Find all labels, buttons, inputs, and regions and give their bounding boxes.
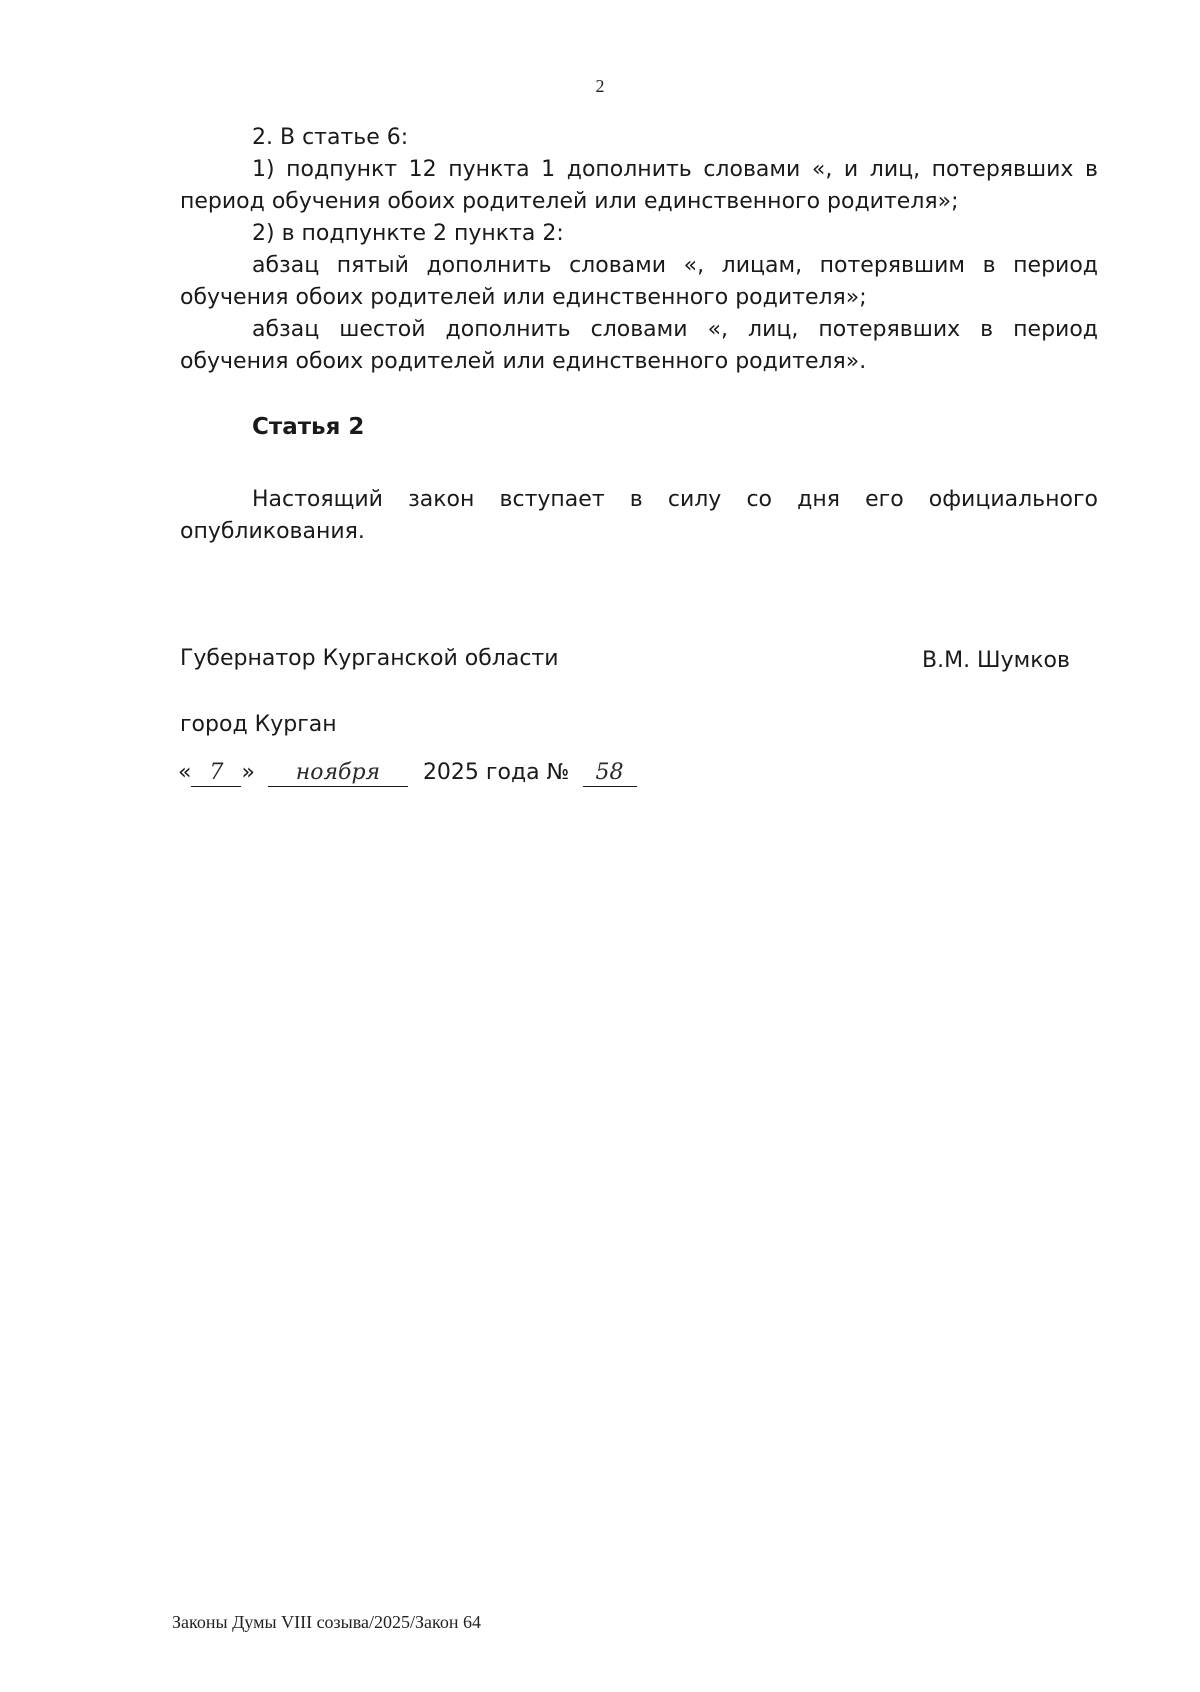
- close-quote: »: [241, 760, 255, 785]
- article-text: Настоящий закон вступает в силу со дня его официального опубликования.: [180, 487, 1098, 544]
- handwritten-month: ноября: [268, 760, 408, 787]
- amendment-paragraph: 2) в подпункте 2 пункта 2:: [252, 221, 564, 246]
- signatory-name: В.М. Шумков: [922, 648, 1070, 673]
- handwritten-law-number: 58: [583, 760, 637, 787]
- document-footer: Законы Думы VIII созыва/2025/Закон 64: [172, 1612, 481, 1632]
- amendment-paragraph: абзац пятый дополнить словами «, лицам, потерявшим в период обучения обоих родителей или единственного родителя»;: [180, 253, 1098, 310]
- signatory-title: Губернатор Курганской области: [180, 646, 559, 671]
- amendment-paragraph: абзац шестой дополнить словами «, лиц, потерявших в период обучения обоих родителей или единственного родителя».: [180, 317, 1098, 374]
- page-number: 2: [595, 76, 605, 96]
- article-heading: Статья 2: [252, 414, 365, 440]
- year-label: 2025 года №: [422, 760, 570, 785]
- handwritten-day: 7: [191, 760, 241, 787]
- amendments-section: [180, 122, 1098, 378]
- amendment-paragraph: 1) подпункт 12 пункта 1 дополнить словами «, и лиц, потерявших в период обучения обоих родителей или единственного родителя»;: [180, 157, 1098, 214]
- date-line: [178, 760, 637, 787]
- article-text-section: [180, 484, 1098, 548]
- amendment-paragraph: 2. В статье 6:: [252, 125, 409, 150]
- city-line: город Курган: [180, 712, 337, 737]
- open-quote: «: [178, 760, 192, 785]
